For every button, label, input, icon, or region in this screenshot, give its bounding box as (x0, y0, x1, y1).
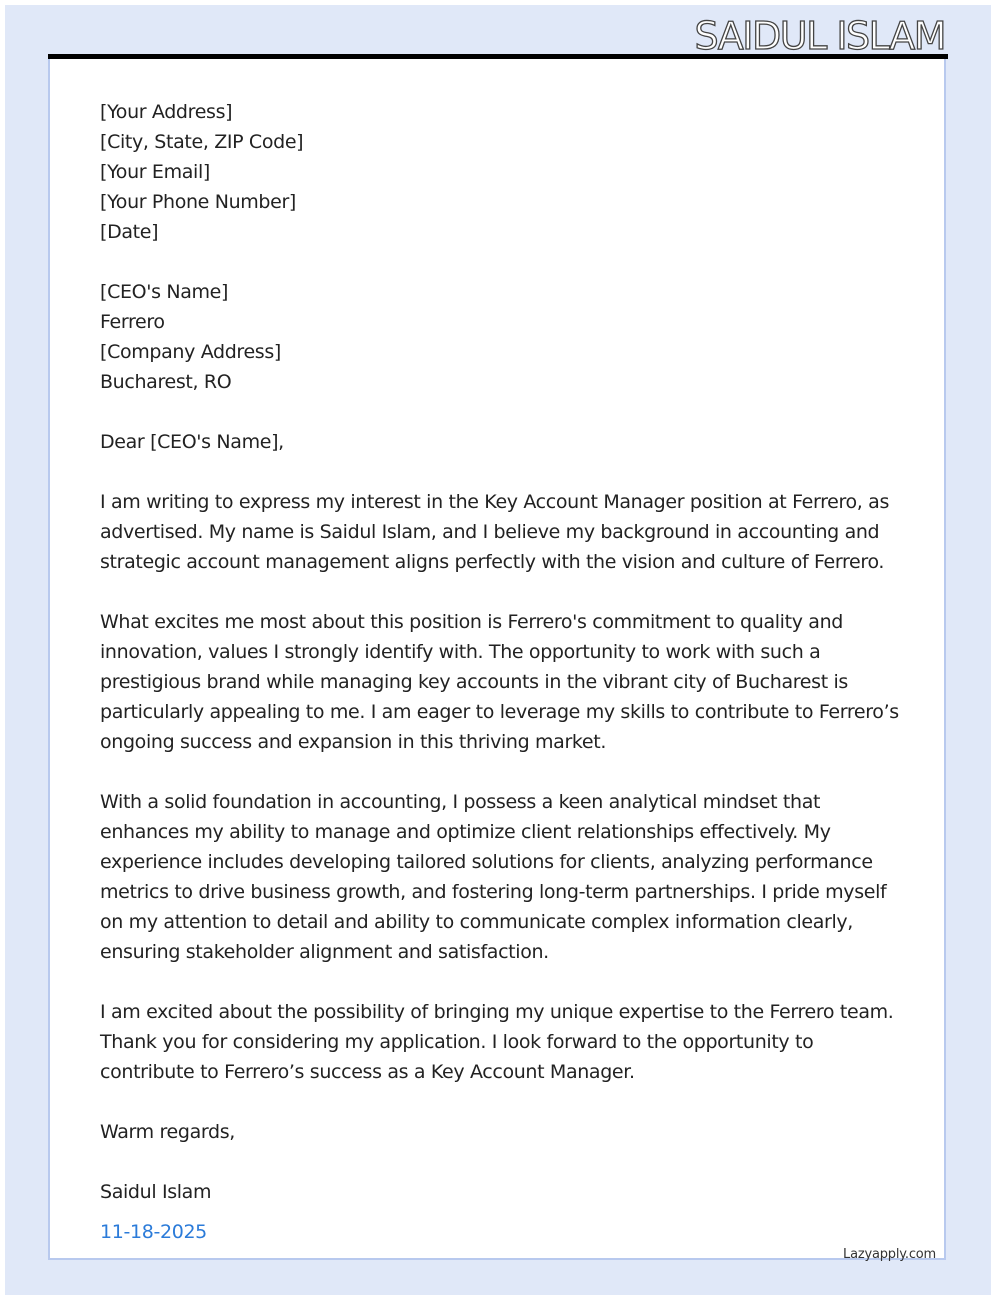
spacer (100, 1087, 900, 1117)
watermark: Lazyapply.com (843, 1247, 936, 1262)
sender-email: [Your Email] (100, 161, 210, 183)
sender-date: [Date] (100, 221, 159, 243)
recipient-name: [CEO's Name] (100, 281, 229, 303)
spacer (100, 757, 900, 787)
salutation: Dear [CEO's Name], (100, 431, 284, 453)
closing: Warm regards, (100, 1121, 235, 1143)
sender-city-state-zip: [City, State, ZIP Code] (100, 131, 304, 153)
spacer (100, 967, 900, 997)
spacer (100, 577, 900, 607)
body-paragraph-4: I am excited about the possibility of bringing my unique expertise to the Ferrero team. Thank you for considering my application. I look forward to the opportunity to contribute to Ferrero’s success as a Key Account Manager. (100, 1001, 894, 1083)
spacer (100, 457, 900, 487)
spacer (100, 247, 900, 277)
sender-block (100, 97, 900, 247)
body-paragraph-3: With a solid foundation in accounting, I possess a keen analytical mindset that enhances my ability to manage and optimize client relationships effectively. My experience includes developing tailored solutions for clients, analyzing performance metrics to drive business growth, and fostering long-term partnerships. I pride myself on my attention to detail and ability to communicate complex information clearly, ensuring stakeholder alignment and satisfaction. (100, 791, 887, 963)
recipient-location: Bucharest, RO (100, 371, 232, 393)
sender-address: [Your Address] (100, 101, 233, 123)
spacer (100, 1147, 900, 1177)
header-name: SAIDUL ISLAM (694, 14, 945, 58)
recipient-block (100, 277, 900, 397)
recipient-company: Ferrero (100, 311, 165, 333)
signature: Saidul Islam (100, 1181, 212, 1203)
sender-phone: [Your Phone Number] (100, 191, 296, 213)
body-paragraph-2: What excites me most about this position is Ferrero's commitment to quality and innovation, values I strongly identify with. The opportunity to work with such a prestigious brand while managing key accounts in the vibrant city of Bucharest is particularly appealing to me. I am eager to leverage my skills to contribute to Ferrero’s ongoing success and expansion in this thriving market. (100, 611, 899, 753)
spacer (100, 397, 900, 427)
body-paragraph-1: I am writing to express my interest in the Key Account Manager position at Ferrero, as advertised. My name is Saidul Islam, and I believe my background in accounting and strategic account management aligns perfectly with the vision and culture of Ferrero. (100, 491, 890, 573)
cover-letter (100, 97, 900, 1247)
recipient-company-address: [Company Address] (100, 341, 281, 363)
signed-date: 11-18-2025 (100, 1221, 207, 1243)
